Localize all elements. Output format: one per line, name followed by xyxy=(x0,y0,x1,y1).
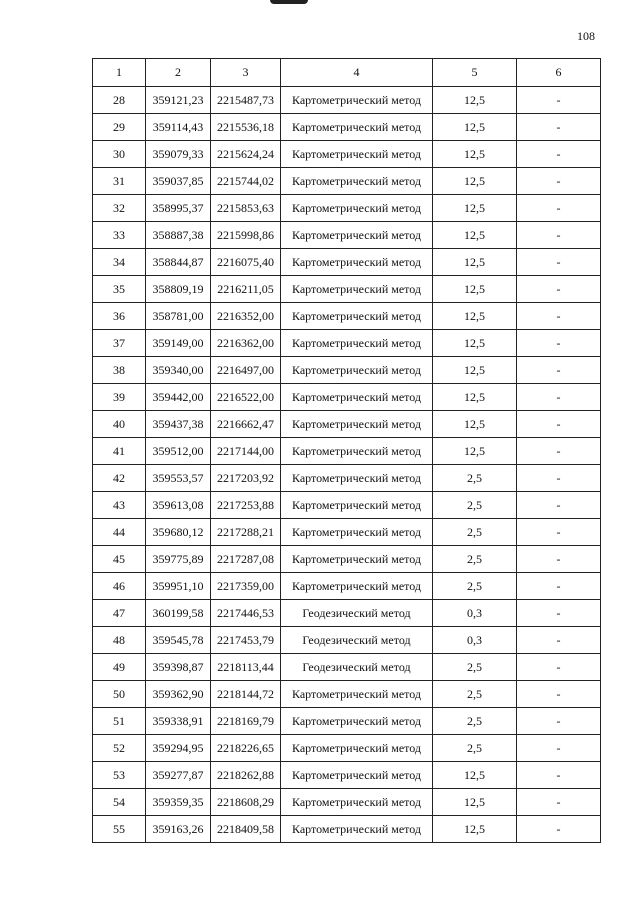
accuracy-cell: 2,5 xyxy=(433,681,517,708)
table-row xyxy=(93,681,601,708)
method-cell: Картометрический метод xyxy=(281,546,433,573)
point-number-cell: 34 xyxy=(93,249,146,276)
accuracy-cell: 12,5 xyxy=(433,249,517,276)
note-cell: - xyxy=(517,249,601,276)
coord-y-cell: 2218608,29 xyxy=(211,789,281,816)
coord-y-cell: 2216211,05 xyxy=(211,276,281,303)
note-cell: - xyxy=(517,492,601,519)
method-cell: Картометрический метод xyxy=(281,222,433,249)
coord-x-cell: 359442,00 xyxy=(146,384,211,411)
note-cell: - xyxy=(517,87,601,114)
note-cell: - xyxy=(517,438,601,465)
accuracy-cell: 12,5 xyxy=(433,438,517,465)
method-cell: Картометрический метод xyxy=(281,357,433,384)
note-cell: - xyxy=(517,276,601,303)
point-number-cell: 30 xyxy=(93,141,146,168)
method-cell: Картометрический метод xyxy=(281,276,433,303)
header-cell-5: 5 xyxy=(433,59,517,87)
method-cell: Картометрический метод xyxy=(281,762,433,789)
method-cell: Картометрический метод xyxy=(281,87,433,114)
coordinates-table xyxy=(92,58,601,843)
accuracy-cell: 12,5 xyxy=(433,411,517,438)
point-number-cell: 45 xyxy=(93,546,146,573)
table-row xyxy=(93,222,601,249)
coord-y-cell: 2217288,21 xyxy=(211,519,281,546)
method-cell: Картометрический метод xyxy=(281,114,433,141)
method-cell: Картометрический метод xyxy=(281,708,433,735)
table-row xyxy=(93,735,601,762)
note-cell: - xyxy=(517,735,601,762)
accuracy-cell: 12,5 xyxy=(433,303,517,330)
coord-x-cell: 359553,57 xyxy=(146,465,211,492)
note-cell: - xyxy=(517,762,601,789)
table-row xyxy=(93,492,601,519)
table-row xyxy=(93,708,601,735)
table-row xyxy=(93,114,601,141)
coord-x-cell: 359545,78 xyxy=(146,627,211,654)
method-cell: Картометрический метод xyxy=(281,303,433,330)
table-row xyxy=(93,87,601,114)
note-cell: - xyxy=(517,168,601,195)
accuracy-cell: 12,5 xyxy=(433,87,517,114)
accuracy-cell: 12,5 xyxy=(433,276,517,303)
accuracy-cell: 12,5 xyxy=(433,330,517,357)
table-row xyxy=(93,546,601,573)
coord-x-cell: 359437,38 xyxy=(146,411,211,438)
table-row xyxy=(93,411,601,438)
table-row xyxy=(93,276,601,303)
coord-y-cell: 2217203,92 xyxy=(211,465,281,492)
table-row xyxy=(93,384,601,411)
coord-x-cell: 360199,58 xyxy=(146,600,211,627)
coord-x-cell: 359294,95 xyxy=(146,735,211,762)
method-cell: Картометрический метод xyxy=(281,141,433,168)
point-number-cell: 28 xyxy=(93,87,146,114)
coord-x-cell: 359277,87 xyxy=(146,762,211,789)
accuracy-cell: 2,5 xyxy=(433,546,517,573)
method-cell: Картометрический метод xyxy=(281,519,433,546)
coord-y-cell: 2217453,79 xyxy=(211,627,281,654)
table-row xyxy=(93,600,601,627)
note-cell: - xyxy=(517,411,601,438)
coord-y-cell: 2217446,53 xyxy=(211,600,281,627)
method-cell: Картометрический метод xyxy=(281,492,433,519)
header-cell-2: 2 xyxy=(146,59,211,87)
coord-x-cell: 359338,91 xyxy=(146,708,211,735)
point-number-cell: 54 xyxy=(93,789,146,816)
method-cell: Картометрический метод xyxy=(281,195,433,222)
coord-x-cell: 359398,87 xyxy=(146,654,211,681)
coord-y-cell: 2218113,44 xyxy=(211,654,281,681)
table-row xyxy=(93,249,601,276)
accuracy-cell: 12,5 xyxy=(433,222,517,249)
accuracy-cell: 12,5 xyxy=(433,114,517,141)
coord-y-cell: 2216662,47 xyxy=(211,411,281,438)
table-body xyxy=(93,87,601,843)
note-cell: - xyxy=(517,627,601,654)
table-row xyxy=(93,303,601,330)
note-cell: - xyxy=(517,384,601,411)
note-cell: - xyxy=(517,114,601,141)
accuracy-cell: 2,5 xyxy=(433,465,517,492)
header-row xyxy=(93,59,601,87)
accuracy-cell: 12,5 xyxy=(433,357,517,384)
point-number-cell: 52 xyxy=(93,735,146,762)
method-cell: Картометрический метод xyxy=(281,789,433,816)
coord-y-cell: 2218169,79 xyxy=(211,708,281,735)
coord-x-cell: 359362,90 xyxy=(146,681,211,708)
coord-y-cell: 2215998,86 xyxy=(211,222,281,249)
accuracy-cell: 12,5 xyxy=(433,168,517,195)
coord-x-cell: 359079,33 xyxy=(146,141,211,168)
point-number-cell: 46 xyxy=(93,573,146,600)
point-number-cell: 33 xyxy=(93,222,146,249)
coord-x-cell: 359951,10 xyxy=(146,573,211,600)
method-cell: Картометрический метод xyxy=(281,249,433,276)
coord-x-cell: 358809,19 xyxy=(146,276,211,303)
note-cell: - xyxy=(517,519,601,546)
coord-y-cell: 2216352,00 xyxy=(211,303,281,330)
table-row xyxy=(93,789,601,816)
table-row xyxy=(93,627,601,654)
coord-y-cell: 2215853,63 xyxy=(211,195,281,222)
note-cell: - xyxy=(517,195,601,222)
method-cell: Картометрический метод xyxy=(281,816,433,843)
point-number-cell: 50 xyxy=(93,681,146,708)
table-row xyxy=(93,573,601,600)
note-cell: - xyxy=(517,303,601,330)
coord-y-cell: 2215624,24 xyxy=(211,141,281,168)
coord-x-cell: 359613,08 xyxy=(146,492,211,519)
note-cell: - xyxy=(517,330,601,357)
note-cell: - xyxy=(517,789,601,816)
point-number-cell: 42 xyxy=(93,465,146,492)
point-number-cell: 48 xyxy=(93,627,146,654)
method-cell: Геодезический метод xyxy=(281,600,433,627)
coord-y-cell: 2215536,18 xyxy=(211,114,281,141)
accuracy-cell: 12,5 xyxy=(433,789,517,816)
point-number-cell: 36 xyxy=(93,303,146,330)
point-number-cell: 40 xyxy=(93,411,146,438)
table-row xyxy=(93,438,601,465)
coord-x-cell: 359114,43 xyxy=(146,114,211,141)
point-number-cell: 47 xyxy=(93,600,146,627)
coord-y-cell: 2218144,72 xyxy=(211,681,281,708)
note-cell: - xyxy=(517,681,601,708)
point-number-cell: 39 xyxy=(93,384,146,411)
point-number-cell: 29 xyxy=(93,114,146,141)
coord-y-cell: 2217144,00 xyxy=(211,438,281,465)
note-cell: - xyxy=(517,465,601,492)
header-cell-3: 3 xyxy=(211,59,281,87)
coord-y-cell: 2215487,73 xyxy=(211,87,281,114)
accuracy-cell: 12,5 xyxy=(433,141,517,168)
method-cell: Геодезический метод xyxy=(281,627,433,654)
accuracy-cell: 12,5 xyxy=(433,195,517,222)
accuracy-cell: 0,3 xyxy=(433,600,517,627)
page-number: 108 xyxy=(577,29,595,43)
coord-y-cell: 2218226,65 xyxy=(211,735,281,762)
method-cell: Картометрический метод xyxy=(281,438,433,465)
accuracy-cell: 2,5 xyxy=(433,708,517,735)
method-cell: Картометрический метод xyxy=(281,330,433,357)
accuracy-cell: 2,5 xyxy=(433,492,517,519)
point-number-cell: 44 xyxy=(93,519,146,546)
coord-y-cell: 2216497,00 xyxy=(211,357,281,384)
note-cell: - xyxy=(517,654,601,681)
table-header xyxy=(93,59,601,87)
accuracy-cell: 12,5 xyxy=(433,762,517,789)
coord-y-cell: 2216522,00 xyxy=(211,384,281,411)
coord-x-cell: 358995,37 xyxy=(146,195,211,222)
method-cell: Картометрический метод xyxy=(281,168,433,195)
method-cell: Картометрический метод xyxy=(281,411,433,438)
method-cell: Картометрический метод xyxy=(281,573,433,600)
accuracy-cell: 2,5 xyxy=(433,654,517,681)
table-row xyxy=(93,195,601,222)
note-cell: - xyxy=(517,816,601,843)
coord-x-cell: 359512,00 xyxy=(146,438,211,465)
header-cell-1: 1 xyxy=(93,59,146,87)
table-row xyxy=(93,762,601,789)
coord-y-cell: 2216362,00 xyxy=(211,330,281,357)
table-row xyxy=(93,816,601,843)
accuracy-cell: 0,3 xyxy=(433,627,517,654)
coord-y-cell: 2217359,00 xyxy=(211,573,281,600)
method-cell: Картометрический метод xyxy=(281,681,433,708)
note-cell: - xyxy=(517,357,601,384)
point-number-cell: 38 xyxy=(93,357,146,384)
coord-y-cell: 2215744,02 xyxy=(211,168,281,195)
binding-mark xyxy=(270,0,308,4)
coord-x-cell: 359037,85 xyxy=(146,168,211,195)
point-number-cell: 51 xyxy=(93,708,146,735)
coord-y-cell: 2218262,88 xyxy=(211,762,281,789)
point-number-cell: 43 xyxy=(93,492,146,519)
note-cell: - xyxy=(517,546,601,573)
point-number-cell: 35 xyxy=(93,276,146,303)
note-cell: - xyxy=(517,573,601,600)
header-cell-6: 6 xyxy=(517,59,601,87)
coord-x-cell: 358781,00 xyxy=(146,303,211,330)
coord-y-cell: 2217287,08 xyxy=(211,546,281,573)
table-row xyxy=(93,654,601,681)
coord-x-cell: 359359,35 xyxy=(146,789,211,816)
method-cell: Картометрический метод xyxy=(281,735,433,762)
coord-x-cell: 359121,23 xyxy=(146,87,211,114)
method-cell: Картометрический метод xyxy=(281,465,433,492)
note-cell: - xyxy=(517,222,601,249)
point-number-cell: 55 xyxy=(93,816,146,843)
accuracy-cell: 12,5 xyxy=(433,384,517,411)
point-number-cell: 49 xyxy=(93,654,146,681)
accuracy-cell: 12,5 xyxy=(433,816,517,843)
coord-x-cell: 359149,00 xyxy=(146,330,211,357)
note-cell: - xyxy=(517,708,601,735)
note-cell: - xyxy=(517,141,601,168)
table-row xyxy=(93,168,601,195)
coord-x-cell: 359340,00 xyxy=(146,357,211,384)
note-cell: - xyxy=(517,600,601,627)
point-number-cell: 31 xyxy=(93,168,146,195)
coord-y-cell: 2217253,88 xyxy=(211,492,281,519)
table-row xyxy=(93,141,601,168)
method-cell: Картометрический метод xyxy=(281,384,433,411)
point-number-cell: 37 xyxy=(93,330,146,357)
coord-y-cell: 2216075,40 xyxy=(211,249,281,276)
point-number-cell: 53 xyxy=(93,762,146,789)
accuracy-cell: 2,5 xyxy=(433,735,517,762)
point-number-cell: 32 xyxy=(93,195,146,222)
accuracy-cell: 2,5 xyxy=(433,573,517,600)
coord-x-cell: 359680,12 xyxy=(146,519,211,546)
method-cell: Геодезический метод xyxy=(281,654,433,681)
point-number-cell: 41 xyxy=(93,438,146,465)
accuracy-cell: 2,5 xyxy=(433,519,517,546)
coord-x-cell: 359163,26 xyxy=(146,816,211,843)
coord-x-cell: 359775,89 xyxy=(146,546,211,573)
header-cell-4: 4 xyxy=(281,59,433,87)
table-row xyxy=(93,519,601,546)
table-row xyxy=(93,330,601,357)
table-row xyxy=(93,465,601,492)
table-row xyxy=(93,357,601,384)
coord-x-cell: 358844,87 xyxy=(146,249,211,276)
coord-x-cell: 358887,38 xyxy=(146,222,211,249)
coord-y-cell: 2218409,58 xyxy=(211,816,281,843)
